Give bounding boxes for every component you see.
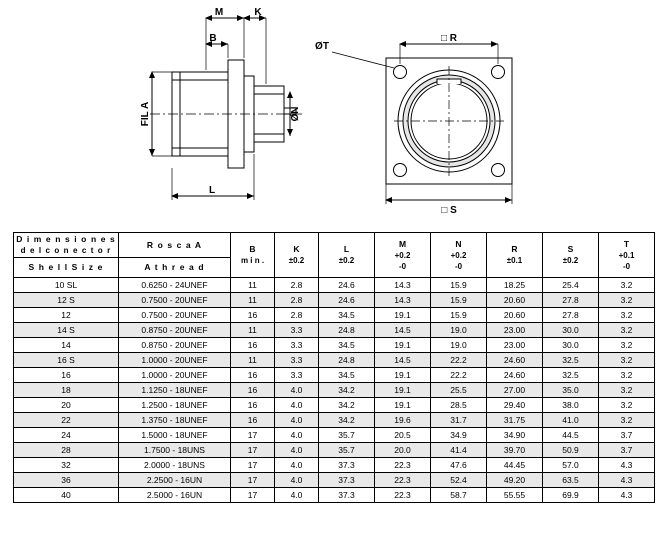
- table-row: [14, 488, 655, 503]
- dimensions-table-wrapper: [13, 232, 654, 503]
- label-k: K: [254, 7, 262, 18]
- th-a-thread: A t h r e a d: [119, 258, 231, 278]
- table-cell: 19.1: [375, 308, 431, 323]
- table-cell: 22.3: [375, 488, 431, 503]
- table-cell: 16: [231, 368, 275, 383]
- table-cell: 16: [231, 413, 275, 428]
- table-cell: 27.8: [543, 308, 599, 323]
- table-cell: 10 SL: [14, 278, 119, 293]
- table-row: [14, 398, 655, 413]
- table-cell: 27.8: [543, 293, 599, 308]
- table-cell: 50.9: [543, 443, 599, 458]
- table-cell: 11: [231, 278, 275, 293]
- table-cell: 3.7: [599, 443, 655, 458]
- table-cell: 1.0000 - 20UNEF: [119, 353, 231, 368]
- table-cell: 14: [14, 338, 119, 353]
- table-cell: 12 S: [14, 293, 119, 308]
- table-cell: 31.7: [431, 413, 487, 428]
- table-cell: 20.5: [375, 428, 431, 443]
- table-cell: 19.1: [375, 398, 431, 413]
- drawing-svg: [0, 0, 668, 228]
- table-cell: 15.9: [431, 293, 487, 308]
- table-cell: 38.0: [543, 398, 599, 413]
- table-cell: 34.2: [319, 413, 375, 428]
- table-cell: 2.2500 - 16UN: [119, 473, 231, 488]
- dimensions-table-body: [14, 278, 655, 503]
- label-ot: ØT: [315, 41, 329, 52]
- table-cell: 3.2: [599, 338, 655, 353]
- table-row: [14, 413, 655, 428]
- table-cell: 3.2: [599, 398, 655, 413]
- table-cell: 3.2: [599, 383, 655, 398]
- table-cell: 0.8750 - 20UNEF: [119, 338, 231, 353]
- table-cell: 34.90: [487, 428, 543, 443]
- table-cell: 1.5000 - 18UNEF: [119, 428, 231, 443]
- table-cell: 4.0: [275, 458, 319, 473]
- table-cell: 35.0: [543, 383, 599, 398]
- table-cell: 17: [231, 458, 275, 473]
- table-cell: 39.70: [487, 443, 543, 458]
- table-cell: 35.7: [319, 443, 375, 458]
- table-cell: 3.7: [599, 428, 655, 443]
- table-cell: 3.3: [275, 323, 319, 338]
- table-cell: 47.6: [431, 458, 487, 473]
- table-cell: 25.5: [431, 383, 487, 398]
- table-cell: 0.6250 - 24UNEF: [119, 278, 231, 293]
- table-cell: 11: [231, 323, 275, 338]
- table-cell: 1.3750 - 18UNEF: [119, 413, 231, 428]
- table-cell: 34.2: [319, 398, 375, 413]
- table-cell: 2.8: [275, 308, 319, 323]
- th-s: S ±0.2: [543, 233, 599, 278]
- label-fil-a: FIL A: [140, 101, 151, 127]
- table-cell: 32.5: [543, 353, 599, 368]
- table-cell: 14.3: [375, 293, 431, 308]
- th-k: K ±0.2: [275, 233, 319, 278]
- table-cell: 3.2: [599, 413, 655, 428]
- table-cell: 22.2: [431, 368, 487, 383]
- label-b: B: [209, 33, 217, 44]
- table-cell: 12: [14, 308, 119, 323]
- table-row: [14, 338, 655, 353]
- table-cell: 27.00: [487, 383, 543, 398]
- table-cell: 4.3: [599, 458, 655, 473]
- table-cell: 16: [231, 308, 275, 323]
- technical-drawing: [0, 0, 668, 228]
- table-cell: 16 S: [14, 353, 119, 368]
- table-cell: 34.9: [431, 428, 487, 443]
- table-cell: 58.7: [431, 488, 487, 503]
- table-cell: 52.4: [431, 473, 487, 488]
- table-cell: 34.5: [319, 368, 375, 383]
- table-cell: 18.25: [487, 278, 543, 293]
- table-cell: 14 S: [14, 323, 119, 338]
- table-cell: 41.4: [431, 443, 487, 458]
- table-cell: 14.3: [375, 278, 431, 293]
- table-cell: 57.0: [543, 458, 599, 473]
- table-cell: 44.45: [487, 458, 543, 473]
- table-cell: 16: [231, 398, 275, 413]
- table-cell: 15.9: [431, 308, 487, 323]
- label-s: □ S: [441, 205, 457, 216]
- table-cell: 34.5: [319, 308, 375, 323]
- table-cell: 3.2: [599, 323, 655, 338]
- table-cell: 24.60: [487, 353, 543, 368]
- table-cell: 1.0000 - 20UNEF: [119, 368, 231, 383]
- table-cell: 16: [231, 338, 275, 353]
- table-cell: 16: [231, 383, 275, 398]
- table-cell: 28.5: [431, 398, 487, 413]
- table-cell: 3.2: [599, 293, 655, 308]
- table-cell: 2.0000 - 18UNS: [119, 458, 231, 473]
- table-cell: 22.3: [375, 458, 431, 473]
- table-cell: 1.7500 - 18UNS: [119, 443, 231, 458]
- table-cell: 4.0: [275, 488, 319, 503]
- table-cell: 20.60: [487, 293, 543, 308]
- table-row: [14, 308, 655, 323]
- table-cell: 3.3: [275, 338, 319, 353]
- table-cell: 23.00: [487, 323, 543, 338]
- label-m: M: [214, 7, 224, 18]
- table-cell: 23.00: [487, 338, 543, 353]
- table-cell: 19.0: [431, 338, 487, 353]
- table-cell: 24.8: [319, 323, 375, 338]
- table-cell: 37.3: [319, 473, 375, 488]
- label-r: □ R: [440, 33, 458, 44]
- table-cell: 41.0: [543, 413, 599, 428]
- table-cell: 14.5: [375, 353, 431, 368]
- table-cell: 2.5000 - 16UN: [119, 488, 231, 503]
- table-cell: 3.3: [275, 353, 319, 368]
- table-cell: 16: [14, 368, 119, 383]
- dimensions-table: [13, 232, 655, 503]
- table-cell: 4.3: [599, 488, 655, 503]
- table-cell: 4.3: [599, 473, 655, 488]
- table-cell: 24.6: [319, 278, 375, 293]
- table-cell: 28: [14, 443, 119, 458]
- table-cell: 30.0: [543, 323, 599, 338]
- table-cell: 32.5: [543, 368, 599, 383]
- table-cell: 24.60: [487, 368, 543, 383]
- table-cell: 34.2: [319, 383, 375, 398]
- table-cell: 4.0: [275, 398, 319, 413]
- table-row: [14, 443, 655, 458]
- table-cell: 25.4: [543, 278, 599, 293]
- table-cell: 1.2500 - 18UNEF: [119, 398, 231, 413]
- table-cell: 18: [14, 383, 119, 398]
- table-cell: 30.0: [543, 338, 599, 353]
- table-cell: 4.0: [275, 443, 319, 458]
- table-cell: 19.1: [375, 368, 431, 383]
- table-cell: 3.2: [599, 308, 655, 323]
- table-cell: 40: [14, 488, 119, 503]
- table-cell: 4.0: [275, 473, 319, 488]
- table-cell: 4.0: [275, 413, 319, 428]
- table-cell: 14.5: [375, 323, 431, 338]
- table-cell: 24.6: [319, 293, 375, 308]
- th-m: M +0.2 -0: [375, 233, 431, 278]
- table-row: [14, 323, 655, 338]
- table-cell: 17: [231, 443, 275, 458]
- table-cell: 29.40: [487, 398, 543, 413]
- table-cell: 17: [231, 428, 275, 443]
- table-cell: 3.2: [599, 368, 655, 383]
- table-cell: 49.20: [487, 473, 543, 488]
- table-cell: 55.55: [487, 488, 543, 503]
- table-cell: 11: [231, 293, 275, 308]
- table-cell: 20.60: [487, 308, 543, 323]
- table-cell: 4.0: [275, 383, 319, 398]
- table-row: [14, 353, 655, 368]
- th-l: L ±0.2: [319, 233, 375, 278]
- table-row: [14, 458, 655, 473]
- table-cell: 4.0: [275, 428, 319, 443]
- table-cell: 0.7500 - 20UNEF: [119, 308, 231, 323]
- table-cell: 44.5: [543, 428, 599, 443]
- table-cell: 35.7: [319, 428, 375, 443]
- table-cell: 32: [14, 458, 119, 473]
- label-on: ØN: [290, 106, 301, 122]
- table-cell: 36: [14, 473, 119, 488]
- table-cell: 2.8: [275, 278, 319, 293]
- table-cell: 17: [231, 473, 275, 488]
- table-cell: 0.7500 - 20UNEF: [119, 293, 231, 308]
- th-shell-size: S h e l l S i z e: [14, 258, 119, 278]
- table-cell: 19.6: [375, 413, 431, 428]
- table-cell: 37.3: [319, 458, 375, 473]
- table-cell: 20: [14, 398, 119, 413]
- table-cell: 24: [14, 428, 119, 443]
- table-cell: 22.2: [431, 353, 487, 368]
- th-r: R ±0.1: [487, 233, 543, 278]
- th-b: B m i n .: [231, 233, 275, 278]
- table-cell: 0.8750 - 20UNEF: [119, 323, 231, 338]
- table-row: [14, 428, 655, 443]
- table-cell: 24.8: [319, 353, 375, 368]
- table-cell: 11: [231, 353, 275, 368]
- table-cell: 3.2: [599, 353, 655, 368]
- th-dimensiones: D i m e n s i o n e s d e l c o n e c t o r: [14, 233, 119, 258]
- table-cell: 34.5: [319, 338, 375, 353]
- table-row: [14, 368, 655, 383]
- table-cell: 19.1: [375, 383, 431, 398]
- table-row: [14, 278, 655, 293]
- table-row: [14, 383, 655, 398]
- table-cell: 63.5: [543, 473, 599, 488]
- table-cell: 3.2: [599, 278, 655, 293]
- table-cell: 69.9: [543, 488, 599, 503]
- table-cell: 19.1: [375, 338, 431, 353]
- table-cell: 15.9: [431, 278, 487, 293]
- table-cell: 3.3: [275, 368, 319, 383]
- label-l: L: [208, 185, 216, 196]
- table-cell: 2.8: [275, 293, 319, 308]
- table-cell: 17: [231, 488, 275, 503]
- table-cell: 1.1250 - 18UNEF: [119, 383, 231, 398]
- th-rosca-a: R o s c a A: [119, 233, 231, 258]
- table-row: [14, 293, 655, 308]
- table-cell: 22.3: [375, 473, 431, 488]
- th-t: T +0.1 -0: [599, 233, 655, 278]
- table-cell: 37.3: [319, 488, 375, 503]
- table-cell: 19.0: [431, 323, 487, 338]
- table-row: [14, 473, 655, 488]
- table-cell: 31.75: [487, 413, 543, 428]
- table-cell: 22: [14, 413, 119, 428]
- th-n: N +0.2 -0: [431, 233, 487, 278]
- table-cell: 20.0: [375, 443, 431, 458]
